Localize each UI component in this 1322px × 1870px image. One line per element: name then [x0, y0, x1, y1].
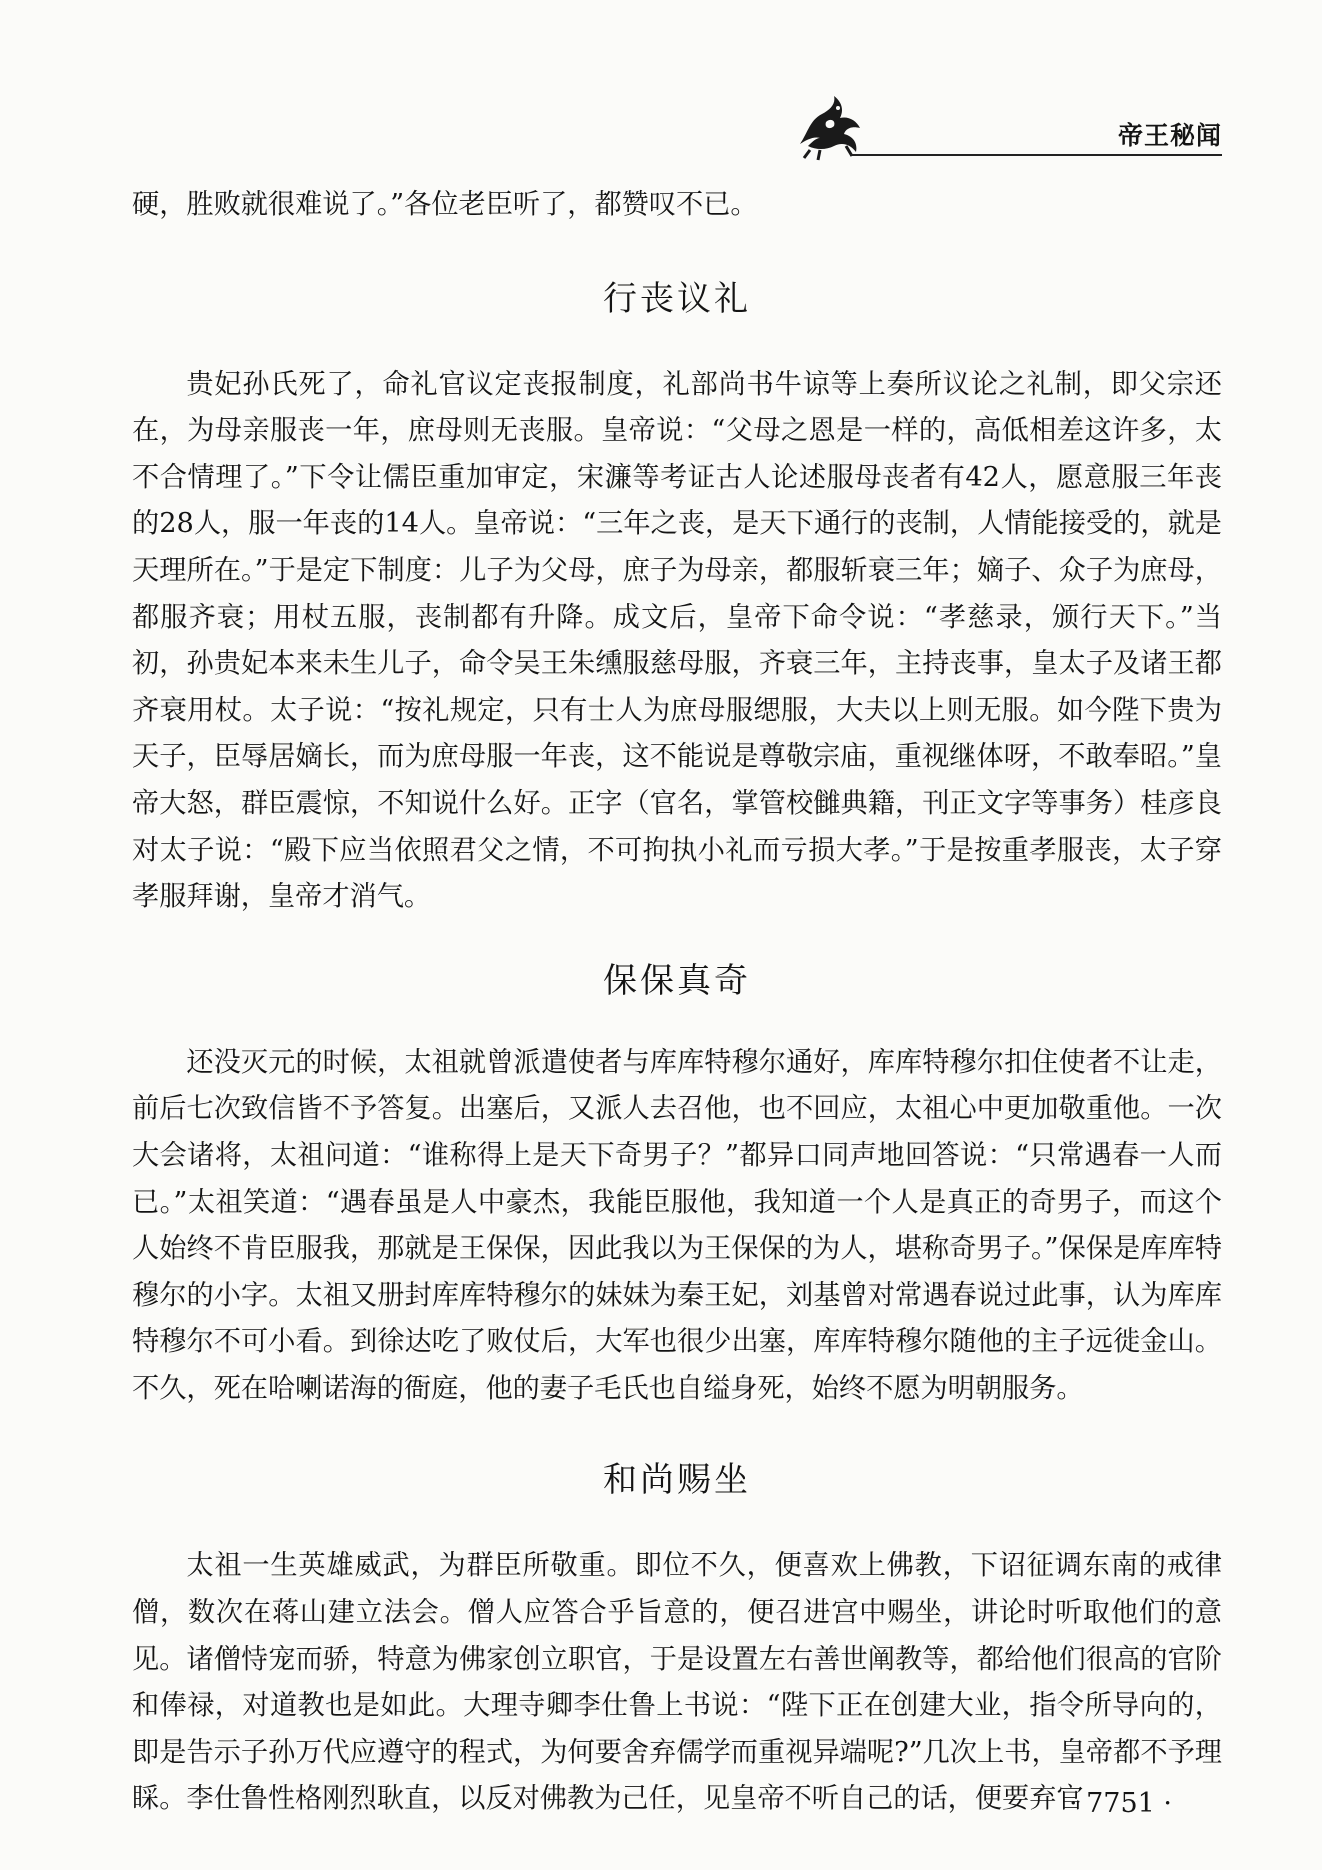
- running-title: 帝王秘闻: [1117, 121, 1222, 150]
- section-heading: 和尚赐坐: [603, 1460, 751, 1501]
- section-heading: 保保真奇: [603, 960, 751, 1001]
- section-paragraph: 太祖一生英雄威武，为群臣所敬重。即位不久，便喜欢上佛教，下诏征调东南的戒律僧，数次在蒋山建立法会。僧人应答合乎旨意的，便召进宫中赐坐，讲论时听取他们的意见。诸僧恃宠而骄，特意为佛家创立职官，于是设置左右善世阐教等，都给他们很高的官阶和俸禄，对道教也是如此。大理寺卿李仕鲁上书说：“陛下正在创建大业，指令所导向的，即是告示子孙万代应遵守的程式，为何要舍弃儒学而重视异端呢?”几次上书，皇帝都不予理睬。李仕鲁性格刚烈耿直，以反对佛教为己任，见皇帝不听自己的话，便要弃官: [132, 1550, 1222, 1815]
- header-rule: [850, 154, 1222, 156]
- page-header: [790, 92, 1222, 162]
- section-paragraph: 贵妃孙氏死了，命礼官议定丧报制度，礼部尚书牛谅等上奏所议论之礼制，即父宗还在，为母亲服丧一年，庶母则无丧服。皇帝说：“父母之恩是一样的，高低相差这许多，太不合情理了。”下令让儒臣重加审定，宋濂等考证古人论述服母丧者有42人，愿意服三年丧的28人，服一年丧的14人。皇帝说：“三年之丧，是天下通行的丧制，人情能接受的，就是天理所在。”于是定下制度：儿子为父母，庶子为母亲，都服斩衰三年；嫡子、众子为庶母，都服齐衰；用杖五服，丧制都有升降。成文后，皇帝下命令说：“孝慈录，颁行天下。”当初，孙贵妃本来未生儿子，命令吴王朱𫄸服慈母服，齐衰三年，主持丧事，皇太子及诸王都齐衰用杖。太子说：“按礼规定，只有士人为庶母服缌服，大夫以上则无服。如今陛下贵为天子，臣辱居嫡长，而为庶母服一年丧，这不能说是尊敬宗庙，重视继体呀，不敢奉昭。”皇帝大怒，群臣震惊，不知说什么好。正字（官名，掌管校雠典籍，刊正文字等事务）桂彦良对太子说：“殿下应当依照君父之情，不可拘执小礼而亏损大孝。”于是按重孝服丧，太子穿孝服拜谢，皇帝才消气。: [132, 368, 1222, 913]
- page-number: · 7751 ·: [1068, 1788, 1172, 1819]
- section-heading: 行丧议礼: [603, 278, 751, 319]
- dragon-icon: [790, 92, 874, 162]
- section-paragraph: 还没灭元的时候，太祖就曾派遣使者与库库特穆尔通好，库库特穆尔扣住使者不让走，前后七次致信皆不予答复。出塞后，又派人去召他，也不回应，太祖心中更加敬重他。一次大会诸将，太祖问道：“谁称得上是天下奇男子？”都异口同声地回答说：“只常遇春一人而已。”太祖笑道：“遇春虽是人中豪杰，我能臣服他，我知道一个人是真正的奇男子，而这个人始终不肯臣服我，那就是王保保，因此我以为王保保的为人，堪称奇男子。”保保是库库特穆尔的小字。太祖又册封库库特穆尔的妹妹为秦王妃，刘基曾对常遇春说过此事，认为库库特穆尔不可小看。到徐达吃了败仗后，大军也很少出塞，库库特穆尔随他的主子远徙金山。不久，死在哈喇诺海的衙庭，他的妻子毛氏也自缢身死，始终不愿为明朝服务。: [132, 1046, 1222, 1404]
- page-body: [132, 182, 1222, 1823]
- intro-line: 硬，胜败就很难说了。”各位老臣听了，都赞叹不已。: [132, 189, 758, 220]
